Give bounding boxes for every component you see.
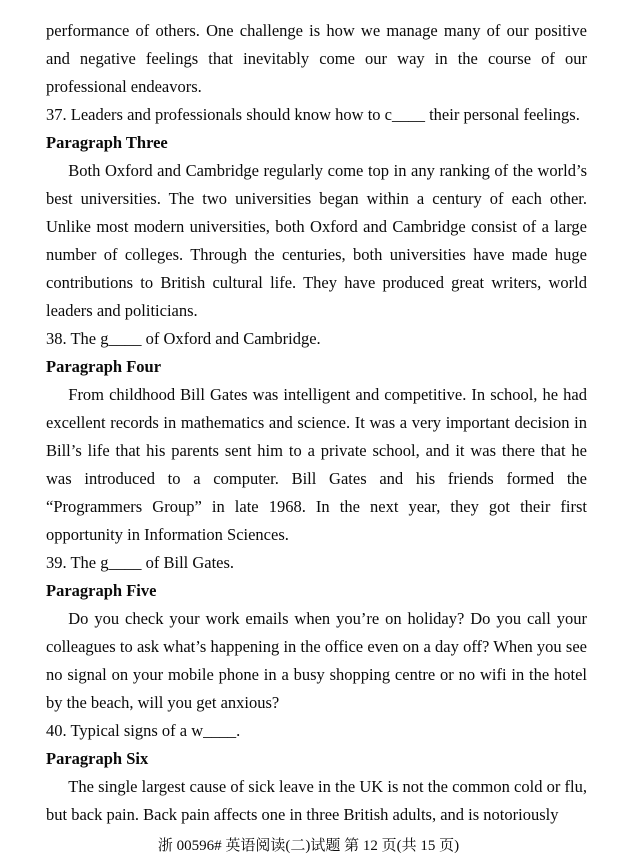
paragraph-continuation: performance of others. One challenge is how we manage many of our positive and negative feelings that inevitably come our way in the course of our professional endeavors. xyxy=(46,21,587,96)
paragraph-five-heading: Paragraph Five xyxy=(46,581,157,600)
paragraph-four-text: From childhood Bill Gates was intelligent and competitive. In school, he had excellent records in mathematics and science. It was a very important decision in Bill’s life that his parents sent him to a private school, and it was there that he was introduced to a computer. Bill Gates and his friends formed the “Programmers Group” in late 1968. In the next year, they got their first opportunity in Information Sciences. xyxy=(46,385,587,544)
question-38: 38. The g____ of Oxford and Cambridge. xyxy=(46,329,321,348)
paragraph-five-text: Do you check your work emails when you’re on holiday? Do you call your colleagues to ask what’s happening in the office even on a day off? When you see no signal on your mobile phone in a busy shopping centre or no wifi in the hotel by the beach, will you get anxious? xyxy=(46,609,587,712)
paragraph-three-heading: Paragraph Three xyxy=(46,133,168,152)
page-footer: 浙 00596# 英语阅读(二)试题 第 12 页(共 15 页) xyxy=(157,838,460,854)
question-39: 39. The g____ of Bill Gates. xyxy=(46,553,235,572)
paragraph-four-heading: Paragraph Four xyxy=(46,357,162,376)
question-37: 37. Leaders and professionals should know how to c____ their personal feelings. xyxy=(46,105,580,124)
paragraph-six-text: The single largest cause of sick leave in the UK is not the common cold or flu, but back pain. Back pain affects one in three British adults, and is notoriously xyxy=(46,777,587,824)
paragraph-six-heading: Paragraph Six xyxy=(46,749,149,768)
question-40: 40. Typical signs of a w____. xyxy=(46,721,241,740)
page-content xyxy=(46,17,587,829)
paragraph-three-text: Both Oxford and Cambridge regularly come top in any ranking of the world’s best universities. The two universities began within a century of each other. Unlike most modern universities, both Oxford and Cambridge consist of a large number of colleges. Through the centuries, both universities have made huge contributions to British cultural life. They have produced great writers, world leaders and politicians. xyxy=(46,161,587,320)
